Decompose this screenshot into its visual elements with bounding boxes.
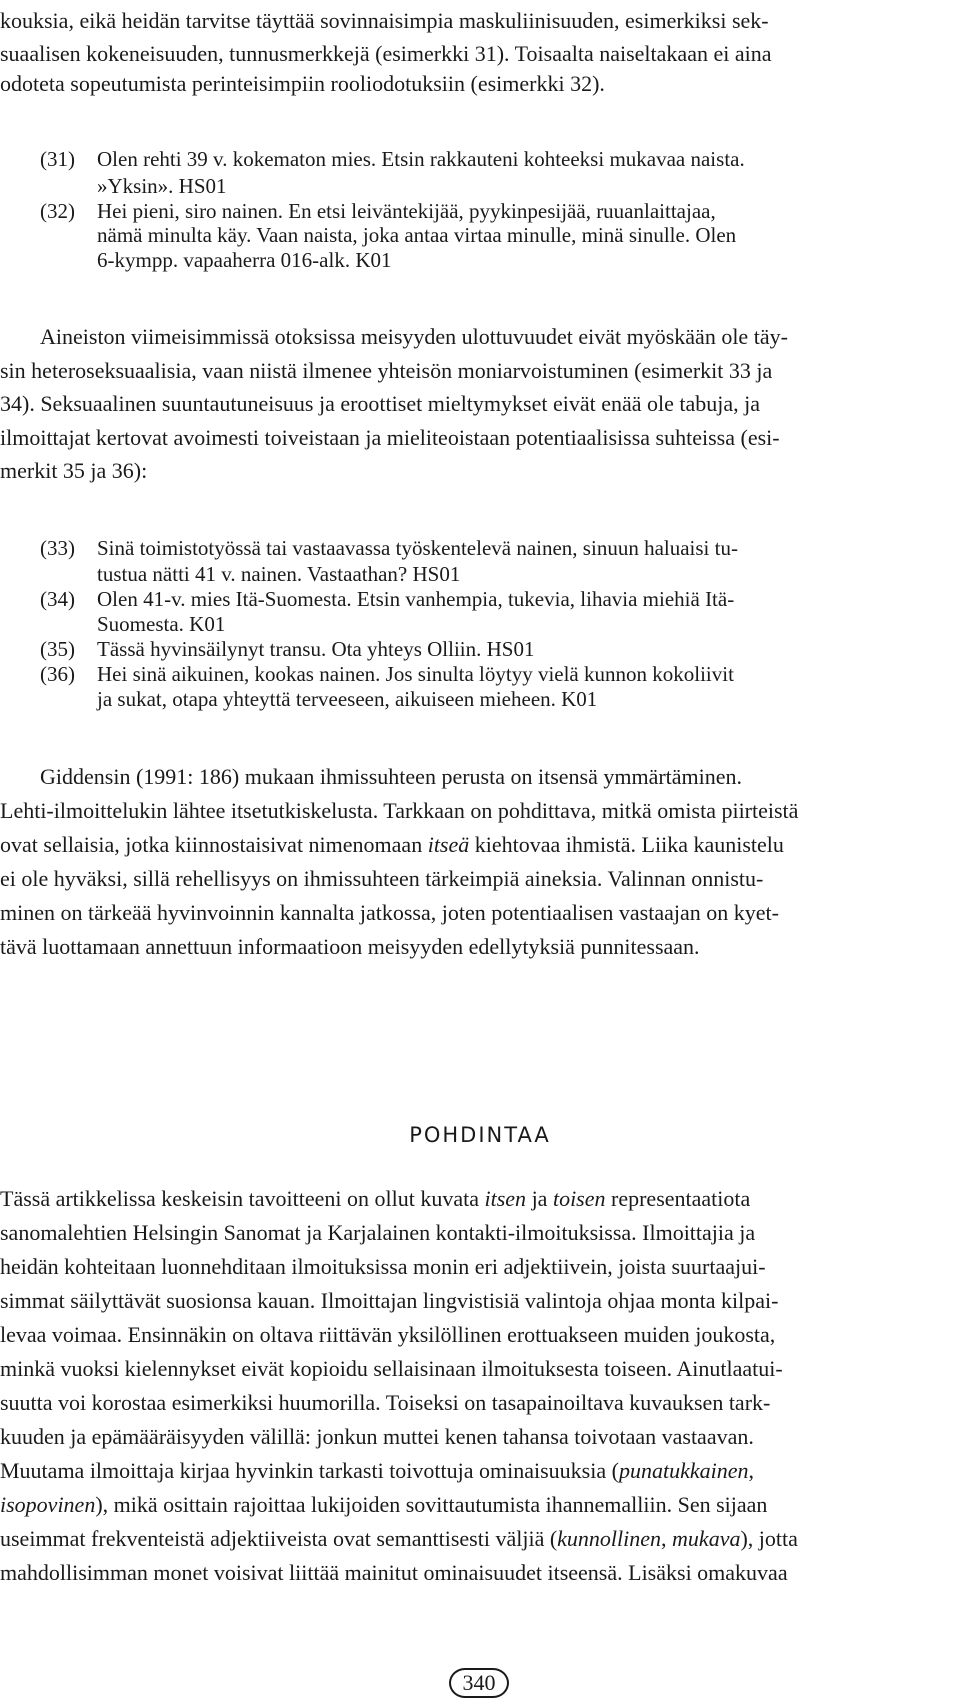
text-line: minkä vuoksi kielennykset eivät kopioidu sellaisinaan ilmoituksesta toiseen. Ainutlaatui-: [0, 1356, 783, 1381]
example-number: (34): [40, 587, 75, 611]
text-line: tävä luottamaan annettuun informaatioon meisyyden edellytyksiä punnitessaan.: [0, 934, 700, 959]
example-text-line: Tässä hyvinsäilynyt transu. Ota yhteys Olliin. HS01: [97, 637, 535, 661]
text-line: useimmat frekventeistä adjektiiveista ovat semanttisesti väljiä (kunnollinen, mukava), jotta: [0, 1526, 798, 1551]
text-line: isopovinen), mikä osittain rajoittaa lukijoiden sovittautumista ihannemalliin. Sen sijaan: [0, 1492, 768, 1517]
section-heading: POHDINTAA: [409, 1123, 551, 1147]
text-line: sanomalehtien Helsingin Sanomat ja Karjalainen kontakti-ilmoituksissa. Ilmoittajia ja: [0, 1220, 756, 1245]
text-line: Lehti-ilmoittelukin lähtee itsetutkiskelusta. Tarkkaan on pohdittava, mitkä omista piirteistä: [0, 798, 799, 823]
italic-term: isopovinen: [0, 1492, 96, 1517]
example-text-line: Olen rehti 39 v. kokematon mies. Etsin rakkauteni kohteeksi mukavaa naista.: [97, 147, 745, 171]
text-line: kuuden ja epämääräisyyden välillä: jonkun muttei kenen tahansa toivotaan vastaavan.: [0, 1424, 754, 1449]
example-number: (32): [40, 199, 75, 223]
example-text-line: tustua nätti 41 v. nainen. Vastaathan? HS01: [97, 562, 461, 586]
text-line: minen on tärkeää hyvinvoinnin kannalta jatkossa, joten potentiaalisen vastaajan on kyet-: [0, 900, 779, 925]
text-line: kouksia, eikä heidän tarvitse täyttää sovinnaisimpia maskuliinisuuden, esimerkiksi sek-: [0, 8, 769, 33]
example-text-line: Suomesta. K01: [97, 612, 226, 636]
example-text-line: ja sukat, otapa yhteyttä terveeseen, aikuiseen mieheen. K01: [97, 687, 598, 711]
text-line: 34). Seksuaalinen suuntautuneisuus ja eroottiset mieltymykset eivät enää ole tabuja, ja: [0, 391, 761, 416]
example-number: (31): [40, 147, 75, 171]
text-line: merkit 35 ja 36):: [0, 458, 148, 483]
text-line: odoteta sopeutumista perinteisimpiin rooliodotuksiin (esimerkki 32).: [0, 71, 605, 96]
italic-term: mukava: [672, 1526, 741, 1551]
text-line: Tässä artikkelissa keskeisin tavoitteeni on ollut kuvata itsen ja toisen representaatiota: [0, 1186, 751, 1211]
example-text-line: Hei sinä aikuinen, kookas nainen. Jos sinulta löytyy vielä kunnon kokoliivit: [97, 662, 734, 686]
italic-term: itsen: [484, 1186, 527, 1211]
italic-term: kunnollinen: [557, 1526, 662, 1551]
example-text-line: Olen 41-v. mies Itä-Suomesta. Etsin vanhempia, tukevia, lihavia miehiä Itä-: [97, 587, 735, 611]
text-line: suutta voi korostaa esimerkiksi huumorilla. Toiseksi on tasapainoiltava kuvauksen tark-: [0, 1390, 771, 1415]
example-text-line: »Yksin». HS01: [97, 174, 227, 198]
example-text-line: Hei pieni, siro nainen. En etsi leiväntekijää, pyykinpesijää, ruuanlaittajaa,: [97, 199, 716, 223]
italic-term: punatukkainen: [618, 1458, 749, 1483]
text-line: heidän kohteitaan luonnehditaan ilmoituksissa monin eri adjektiivein, joista suurtaajui-: [0, 1254, 766, 1279]
text-line: levaa voimaa. Ensinnäkin on oltava riittävän yksilöllinen erottuakseen muiden joukosta,: [0, 1322, 776, 1347]
example-number: (36): [40, 662, 75, 686]
text-line: Aineiston viimeisimmissä otoksissa meisyyden ulottuvuudet eivät myöskään ole täy-: [40, 324, 788, 349]
text-line: ilmoittajat kertovat avoimesti toiveistaan ja mieliteoistaan potentiaalisissa suhteissa (esi-: [0, 425, 780, 450]
example-number: (35): [40, 637, 75, 661]
text-line: simmat säilyttävät suosionsa kauan. Ilmoittajan lingvistisiä valintoja ohjaa monta kilpai-: [0, 1288, 779, 1313]
italic-term: toisen: [552, 1186, 606, 1211]
text-line: suaalisen kokeneisuuden, tunnusmerkkejä (esimerkki 31). Toisaalta naiseltakaan ei aina: [0, 41, 772, 66]
text-line: ei ole hyväksi, sillä rehellisyys on ihmissuhteen tärkeimpiä aineksia. Valinnan onnistu-: [0, 866, 764, 891]
example-text-line: Sinä toimistotyössä tai vastaavassa työskentelevä nainen, sinuun haluaisi tu-: [97, 536, 738, 560]
text-line: sin heteroseksuaalisia, vaan niistä ilmenee yhteisön moniarvoistuminen (esimerkit 33 ja: [0, 358, 773, 383]
example-text-line: 6-kympp. vapaaherra 016-alk. K01: [97, 248, 392, 272]
text-line: ovat sellaisia, jotka kiinnostaisivat nimenomaan itseä kiehtovaa ihmistä. Liika kaunistelu: [0, 832, 784, 857]
text-line: mahdollisimman monet voisivat liittää mainitut ominaisuudet itseensä. Lisäksi omakuvaa: [0, 1560, 788, 1585]
text-line: Muutama ilmoittaja kirjaa hyvinkin tarkasti toivottuja ominaisuuksia (punatukkainen,: [0, 1458, 754, 1483]
text-line: Giddensin (1991: 186) mukaan ihmissuhteen perusta on itsensä ymmärtäminen.: [40, 764, 743, 789]
italic-term: itseä: [427, 832, 470, 857]
page-number: 340: [449, 1668, 509, 1698]
example-number: (33): [40, 536, 75, 560]
example-text-line: nämä minulta käy. Vaan naista, joka antaa virtaa minulle, minä sinulle. Olen: [97, 223, 737, 247]
